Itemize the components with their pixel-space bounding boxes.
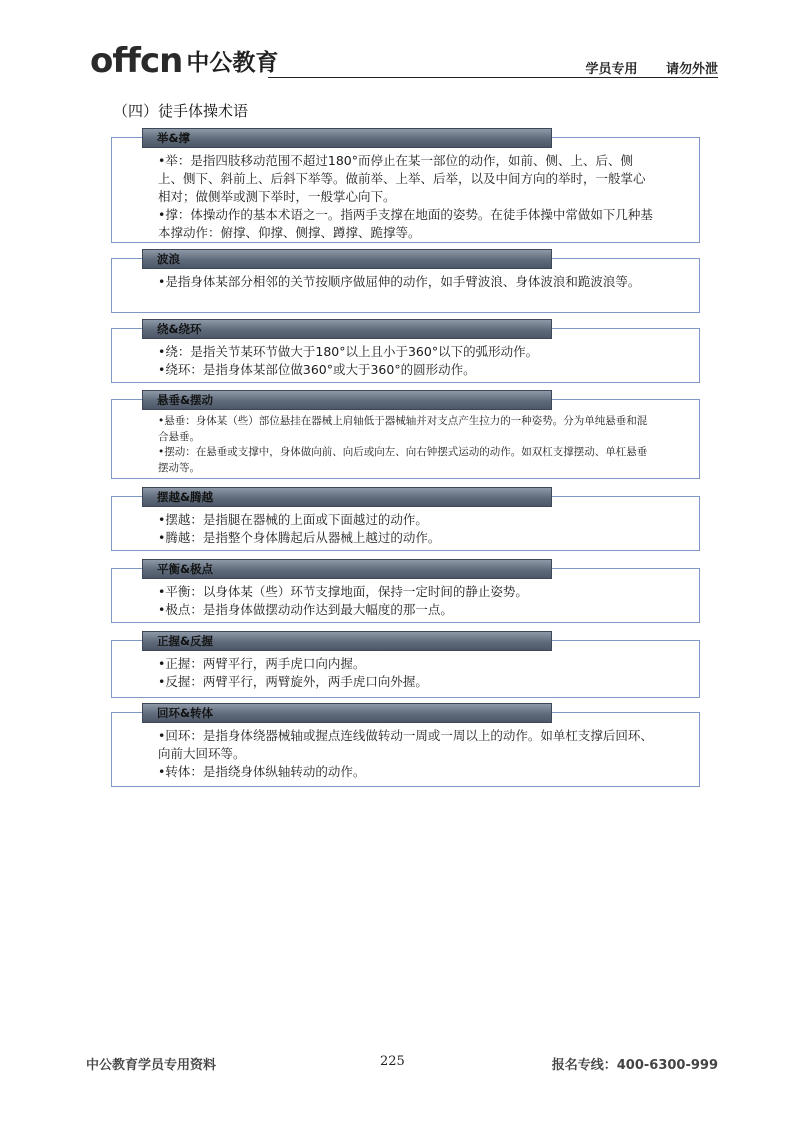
offcn-logo — [90, 38, 279, 81]
term-item: •绕：是指关节某环节做大于180°以上且小于360°以下的弧形动作。 — [158, 344, 539, 359]
header-note-confidential: 请勿外泄 — [665, 62, 718, 77]
section-title: （四）徒手体操术语 — [113, 102, 249, 120]
term-item: •绕环：是指身体某部位做360°或大于360°的圆形动作。 — [158, 362, 476, 377]
header-note-student-only: 学员专用 — [585, 62, 638, 77]
term-box-body — [158, 727, 653, 781]
term-box-title: 回环&转体 — [142, 703, 552, 723]
footer-label: 中公教育学员专用资料 — [86, 1058, 217, 1073]
term-box-pingheng — [111, 562, 700, 623]
term-box-bolang — [111, 252, 700, 313]
term-box-title: 悬垂&摆动 — [142, 390, 552, 410]
term-item: •转体：是指绕身体纵轴转动的动作。 — [158, 764, 366, 779]
term-box-title: 摆越&腾越 — [142, 487, 552, 507]
term-item: •正握：两臂平行，两手虎口向内握。 — [158, 656, 366, 671]
term-box-body — [158, 414, 653, 476]
term-box-body — [158, 152, 653, 242]
term-item: •撑：体操动作的基本术语之一。指两手支撑在地面的姿势。在徒手体操中常做如下几种基本撑动作：俯撑、仰撑、侧撑、蹲撑、跪撑等。 — [158, 207, 653, 240]
term-item: •平衡：以身体某（些）环节支撑地面，保持一定时间的静止姿势。 — [158, 584, 528, 599]
term-item: •摆越：是指腿在器械的上面或下面越过的动作。 — [158, 512, 428, 527]
term-box-rao — [111, 322, 700, 383]
term-box-title: 正握&反握 — [142, 631, 552, 651]
term-box-xuanchui — [111, 393, 700, 479]
logo-chinese-text: 中公教育 — [186, 50, 279, 76]
header-note — [571, 58, 718, 77]
term-box-body — [158, 655, 653, 691]
term-box-body — [158, 273, 653, 291]
term-item: •摆动：在悬垂或支撑中，身体做向前、向后或向左、向右钟摆式运动的动作。如双杠支撑摆动、单杠悬垂摆动等。 — [158, 446, 648, 474]
term-box-body — [158, 583, 653, 619]
term-box-zhengwo — [111, 634, 700, 698]
header-rule — [268, 77, 718, 78]
page-number: 225 — [380, 1054, 405, 1069]
term-box-body — [158, 343, 653, 379]
term-box-huihuan — [111, 706, 700, 787]
term-box-baiyue — [111, 490, 700, 551]
term-item: •是指身体某部分相邻的关节按顺序做屈伸的动作，如手臂波浪、身体波浪和跪波浪等。 — [158, 274, 641, 289]
term-box-title: 波浪 — [142, 249, 552, 269]
term-item: •回环：是指身体绕器械轴或握点连线做转动一周或一周以上的动作。如单杠支撑后回环、向前大回环等。 — [158, 728, 653, 761]
term-item: •腾越：是指整个身体腾起后从器械上越过的动作。 — [158, 530, 441, 545]
term-item: •极点：是指身体做摆动动作达到最大幅度的那一点。 — [158, 602, 453, 617]
logo-latin-text: offcn — [90, 41, 183, 81]
term-item: •举：是指四肢移动范围不超过180°而停止在某一部位的动作，如前、侧、上、后、侧上、侧下、斜前上、后斜下举等。做前举、上举、后举，以及中间方向的举时，一般掌心相对；做侧举或测下举时，一般掌心向下。 — [158, 153, 646, 204]
term-box-title: 绕&绕环 — [142, 319, 552, 339]
term-item: •反握：两臂平行，两臂旋外，两手虎口向外握。 — [158, 674, 428, 689]
term-box-title: 举&撑 — [142, 128, 552, 148]
term-box-ju-cheng — [111, 131, 700, 243]
term-box-body — [158, 511, 653, 547]
footer-hotline: 报名专线：400-6300-999 — [551, 1058, 718, 1073]
term-item: •悬垂：身体某（些）部位悬挂在器械上肩轴低于器械轴并对支点产生拉力的一种姿势。分为单纯悬垂和混合悬垂。 — [158, 415, 648, 443]
term-box-title: 平衡&极点 — [142, 559, 552, 579]
